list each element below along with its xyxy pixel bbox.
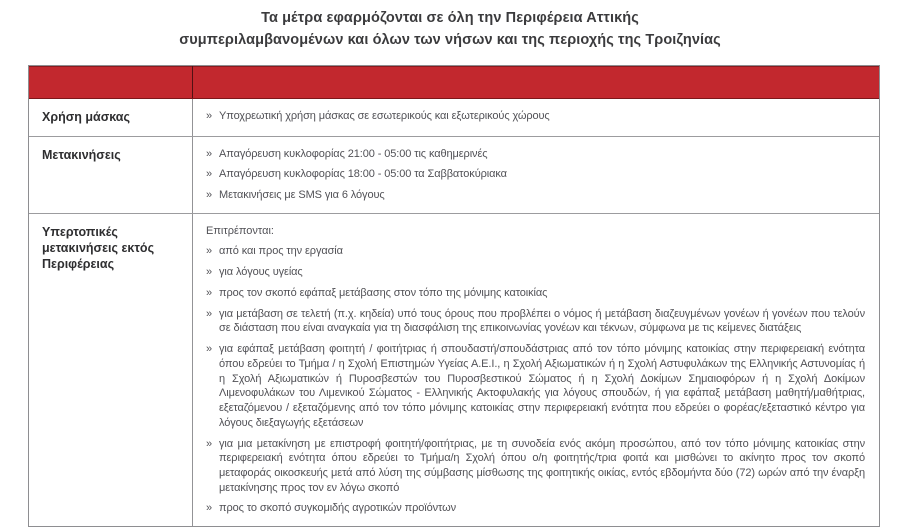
bullet-text: προς το σκοπό συγκομιδής αγροτικών προϊόντων [219,501,456,516]
page-title [0,0,900,52]
bullet-marker-icon: » [206,109,219,124]
row-content [193,137,879,213]
bullet-item [206,437,865,496]
bullet-text: για εφάπαξ μετάβαση φοιτητή / φοιτήτριας ή σπουδαστή/σπουδάστριας από τον τόπο μόνιμης κατοικίας στην περιφερειακή ενότητα όπου εδρεύει το Τμήμα / η Σχολή Επιστημών Υγείας Α.Ε.Ι., η Σχολή Αξιωματικών ή η Σχολή Αστυφυλάκων της Ελληνικής Αστυνομίας ή η Σχολή Αξιωματικών ή Πυροσβεστών του Πυροσβεστικού Σώματος ή η Σχολή Δοκίμων Σημαιοφόρων ή η Σχολή Δοκίμων Λιμενοφυλάκων του Λιμενικού Σώματος - Ελληνικής Ακτοφυλακής για λόγους σπουδών, ή για εφάπαξ μετάβαση μαθητή/μαθήτριας, εξεταζόμενου / εξεταζόμενης από τον τόπο μόνιμης κατοικίας στην περιφερειακή ενότητα που εδρεύει ο φορέας/εξεταστικό κέντρο για λόγους διεξαγωγής εξετάσεων [219,342,865,430]
bullet-marker-icon: » [206,501,219,516]
bullet-text: για μετάβαση σε τελετή (π.χ. κηδεία) υπό τους όρους που προβλέπει ο νόμος ή μετάβαση διαζευγμένων γονέων ή γονέων που τελούν σε διάσταση που είναι αναγκαία για τη διασφάλιση της επικοινωνίας γονέων και τέκνων, σύμφωνα με τις κείμενες διατάξεις [219,307,865,336]
bullet-marker-icon: » [206,342,219,430]
bullet-marker-icon: » [206,437,219,496]
bullet-item [206,244,865,259]
bullet-marker-icon: » [206,286,219,301]
bullet-marker-icon: » [206,188,219,203]
bullet-marker-icon: » [206,147,219,162]
bullet-text: Απαγόρευση κυκλοφορίας 21:00 - 05:00 τις καθημερινές [219,147,487,162]
bullet-text: για λόγους υγείας [219,265,303,280]
row-label: Υπερτοπικές μετακινήσεις εκτός Περιφέρειας [29,214,193,526]
bullet-item [206,307,865,336]
bullet-item [206,147,865,162]
measures-table [28,65,880,527]
bullet-text: Απαγόρευση κυκλοφορίας 18:00 - 05:00 τα Σαββατοκύριακα [219,167,507,182]
title-line-2: συμπεριλαμβανομένων και όλων των νήσων και της περιοχής της Τροιζηνίας [0,30,900,52]
bullet-text: Υποχρεωτική χρήση μάσκας σε εσωτερικούς και εξωτερικούς χώρους [219,109,550,124]
bullet-text: προς τον σκοπό εφάπαξ μετάβασης στον τόπο της μόνιμης κατοικίας [219,286,547,301]
bullet-item [206,265,865,280]
table-row-interregional-movements [29,213,879,526]
header-cell-details [193,66,879,98]
bullet-marker-icon: » [206,167,219,182]
bullet-text: από και προς την εργασία [219,244,343,259]
table-row-movements [29,136,879,213]
header-cell-category [29,66,193,98]
row-label: Χρήση μάσκας [29,99,193,136]
bullet-item [206,109,865,124]
table-header-row [29,66,879,99]
bullet-marker-icon: » [206,244,219,259]
bullet-item [206,188,865,203]
row-content [193,99,879,136]
bullet-marker-icon: » [206,307,219,336]
bullet-item [206,167,865,182]
row-label: Μετακινήσεις [29,137,193,213]
bullet-marker-icon: » [206,265,219,280]
title-line-1: Τα μέτρα εφαρμόζονται σε όλη την Περιφέρεια Αττικής [0,8,900,30]
row-intro-text: Επιτρέπονται: [206,224,865,239]
bullet-item [206,501,865,516]
bullet-text: Μετακινήσεις με SMS για 6 λόγους [219,188,385,203]
row-content [193,214,879,526]
bullet-item [206,286,865,301]
bullet-text: για μια μετακίνηση με επιστροφή φοιτητή/φοιτήτριας, με τη συνοδεία ενός ακόμη προσώπου, από τον τόπο μόνιμης κατοικίας στην περιφερειακή ενότητα όπου εδρεύει το Τμήμα/η Σχολή όπου ο/η φοιτητής/τρια φοιτά και μισθώνει το ακίνητο προς τον σκοπό μεταφοράς οικοσκευής μετά από λύση της σύμβασης μίσθωσης της φοιτητικής οικίας, εντός εβδομήντα δύο (72) ωρών από την έναρξη μετακίνησης προς τον εν λόγω σκοπό [219,437,865,496]
table-row-mask-use [29,99,879,136]
bullet-item [206,342,865,430]
